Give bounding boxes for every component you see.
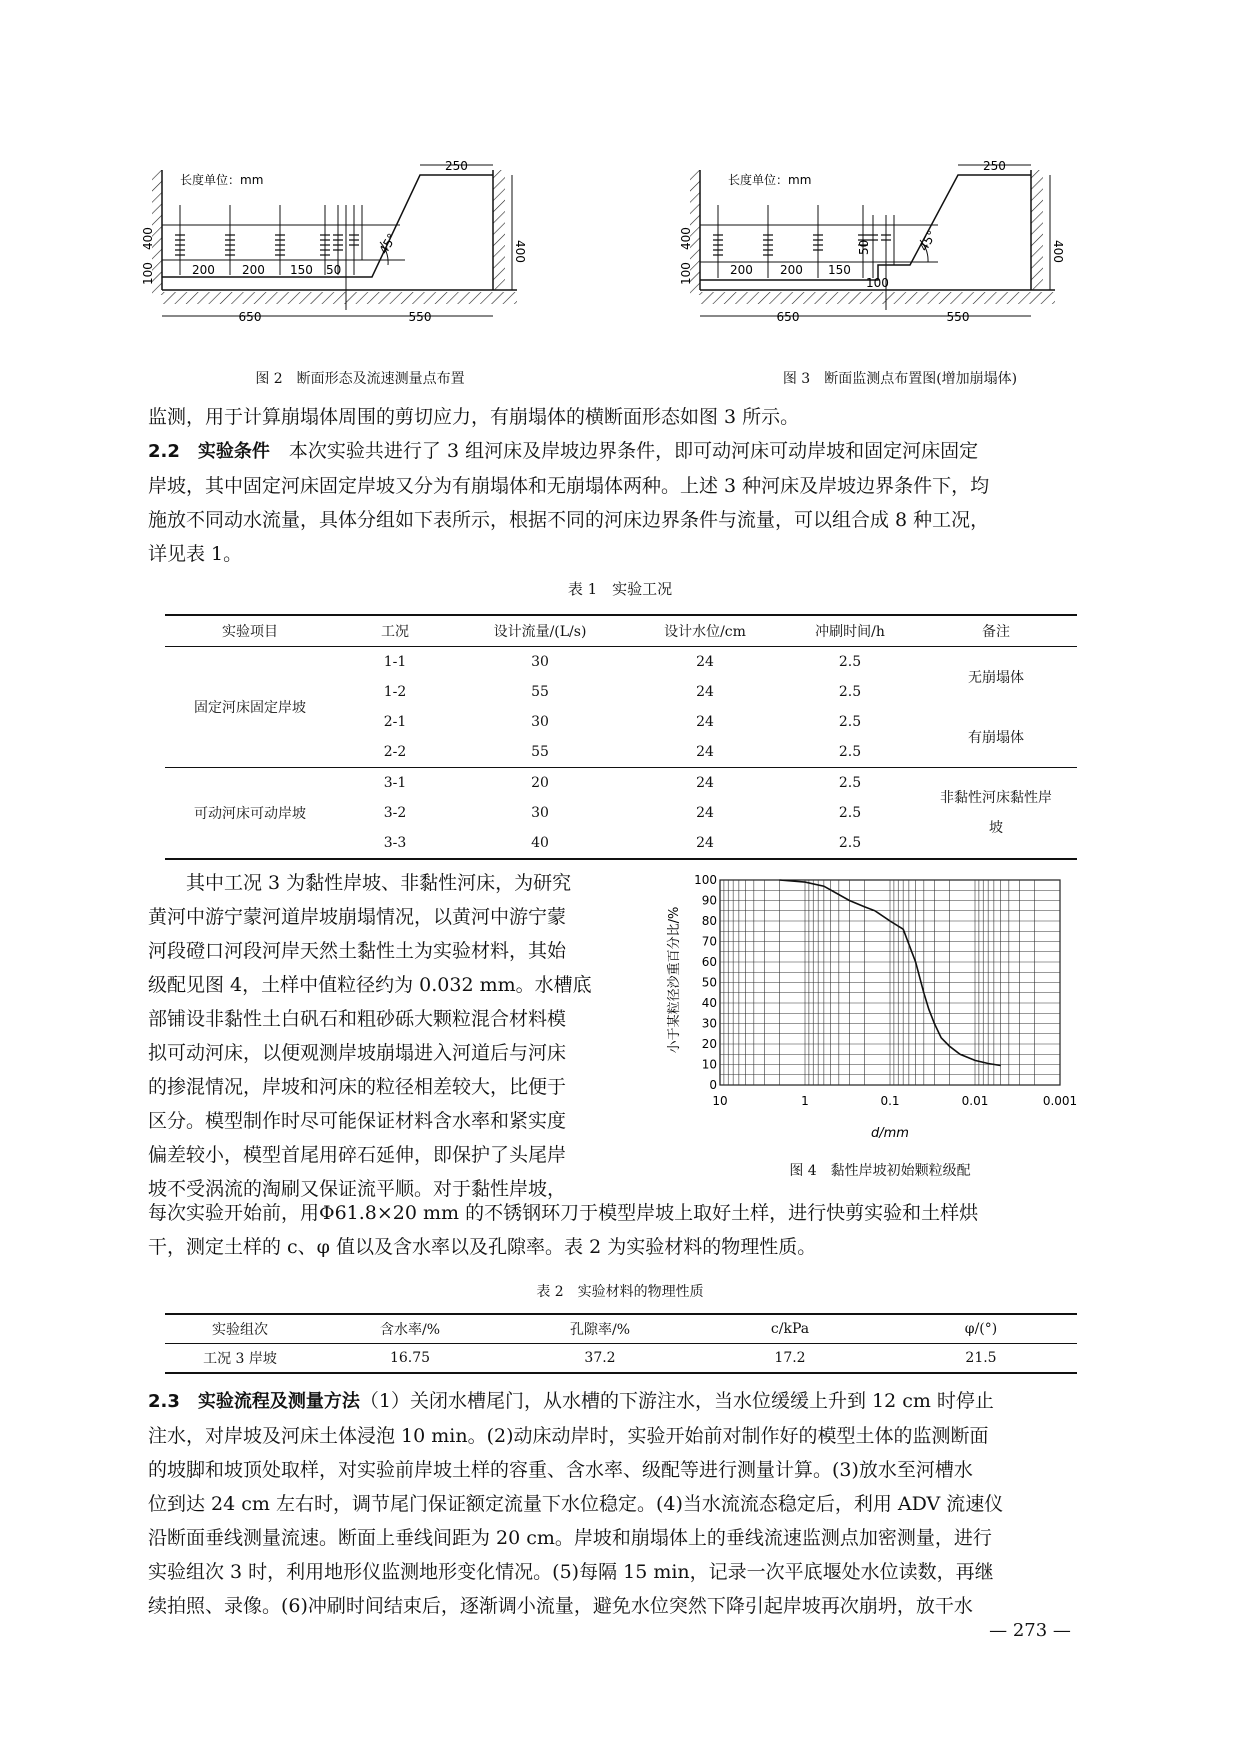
unit-label: 长度单位：mm bbox=[728, 173, 812, 187]
figure-3-diagram bbox=[679, 159, 1108, 360]
paragraph-line: 黄河中游宁蒙河道岸坡崩塌情况，以黄河中游宁蒙 bbox=[148, 906, 567, 928]
cell: 21.5 bbox=[885, 1344, 1077, 1374]
group-cell: 可动河床可动岸坡 bbox=[165, 768, 335, 860]
chart-y-tick-label: 40 bbox=[701, 996, 717, 1010]
dim-s5: 100 bbox=[866, 276, 889, 290]
col-header: 工况 bbox=[335, 615, 455, 647]
dim-top: 250 bbox=[983, 159, 1006, 173]
cell: 24 bbox=[625, 737, 785, 768]
bed-hatch bbox=[162, 292, 517, 304]
note-cell: 无崩塌体 bbox=[968, 670, 1024, 686]
dim-top: 250 bbox=[445, 159, 468, 173]
cell: 2.5 bbox=[838, 805, 862, 821]
chart-y-tick-label: 0 bbox=[709, 1078, 717, 1092]
cell: 30 bbox=[531, 654, 549, 670]
right-wall-hatch bbox=[493, 170, 505, 290]
cell: 24 bbox=[696, 775, 714, 791]
col-header: 备注 bbox=[915, 615, 1077, 647]
paragraph-line: 其中工况 3 为黏性岸坡、非黏性河床，为研究 bbox=[186, 872, 572, 894]
chart-y-label: 小于某粒径沙重百分比/% bbox=[667, 906, 682, 1054]
chart-y-tick-label: 50 bbox=[701, 975, 717, 990]
paragraph-line: 拟可动河床，以便观测岸坡崩塌进入河道后与河床 bbox=[148, 1042, 567, 1064]
paragraph-sampling bbox=[148, 1196, 1098, 1264]
section-2-2-line: 岸坡，其中固定河床固定岸坡又分为有崩塌体和无崩塌体两种。上述 3 种河床及岸坡边界条件下，均 bbox=[148, 475, 990, 497]
angle-label: 45° bbox=[376, 231, 400, 257]
figure-2-caption: 图 2 断面形态及流速测量点布置 bbox=[255, 371, 465, 387]
table-header-row bbox=[165, 615, 1077, 647]
dim-b2: 550 bbox=[946, 310, 970, 324]
cell: 2.5 bbox=[838, 654, 862, 670]
col-header: 冲刷时间/h bbox=[785, 615, 915, 647]
chart-x-tick-label: 10 bbox=[712, 1094, 728, 1108]
dim-right: 400 bbox=[1051, 240, 1065, 263]
dim-b2: 550 bbox=[408, 310, 432, 324]
note-line: 非黏性河床黏性岸 bbox=[940, 790, 1052, 806]
section-2-2-heading: 2.2 实验条件 bbox=[148, 441, 270, 462]
cell: 1-2 bbox=[383, 684, 407, 700]
figure-2-diagram bbox=[141, 159, 570, 360]
cell: 24 bbox=[696, 714, 714, 730]
dim-s2: 200 bbox=[242, 263, 265, 277]
cell: 24 bbox=[696, 684, 714, 700]
section-2-2-line: 详见表 1。 bbox=[148, 543, 243, 565]
paragraph-line: 部铺设非黏性土白矾石和粗砂砾大颗粒混合材料模 bbox=[148, 1008, 567, 1030]
unit-label: 长度单位：mm bbox=[180, 173, 264, 187]
paragraph-line: 每次实验开始前，用Φ61.8×20 mm 的不锈钢环刀于模型岸坡上取好土样，进行快剪实验和土样烘 bbox=[148, 1202, 979, 1224]
page-number: — 273 — bbox=[989, 1620, 1071, 1641]
col-header: 设计流量/(L/s) bbox=[455, 615, 625, 647]
chart-x-label: d/mm bbox=[871, 1126, 909, 1141]
section-2-3-line: 位到达 24 cm 左右时，调节尾门保证额定流量下水位稳定。(4)当水流流态稳定后，利用 ADV 流速仪 bbox=[148, 1493, 1004, 1515]
section-2-3-line: 续拍照、录像。(6)冲刷时间结束后，逐渐调小流量，避免水位突然下降引起岸坡再次崩坍，放干水 bbox=[148, 1595, 973, 1617]
group-cell: 固定河床固定岸坡 bbox=[165, 647, 335, 768]
table-row bbox=[165, 768, 1077, 799]
paragraph-line: 干，测定土样的 c、φ 值以及含水率以及孔隙率。表 2 为实验材料的物理性质。 bbox=[148, 1236, 817, 1258]
chart-y-tick-label: 10 bbox=[701, 1057, 717, 1072]
table-2 bbox=[165, 1313, 1077, 1374]
cell: 2.5 bbox=[785, 828, 915, 859]
chart-x-tick-label: 0.01 bbox=[961, 1094, 989, 1108]
table-row bbox=[165, 647, 1077, 678]
dim-s1: 200 bbox=[192, 263, 215, 277]
cell: 2-1 bbox=[383, 714, 407, 730]
dim-s1: 200 bbox=[730, 263, 753, 277]
dim-400: 400 bbox=[679, 227, 693, 250]
chart-y-tick-label: 80 bbox=[701, 914, 717, 928]
col-header: 孔隙率/% bbox=[505, 1314, 695, 1344]
section-2-3-line: 注水，对岸坡及河床土体浸泡 10 min。(2)动床动岸时，实验开始前对制作好的模型土体的监测断面 bbox=[148, 1425, 989, 1447]
dim-b1: 650 bbox=[776, 310, 800, 324]
chart-x-tick-label: 0.001 bbox=[1042, 1094, 1078, 1108]
chart-y-tick-label: 30 bbox=[701, 1016, 717, 1031]
cell: 55 bbox=[531, 684, 549, 700]
chart-y-tick-label: 20 bbox=[701, 1037, 717, 1051]
section-2-3-line-0 bbox=[148, 1384, 1098, 1419]
col-header: 设计水位/cm bbox=[625, 615, 785, 647]
dim-100: 100 bbox=[679, 262, 693, 285]
cell: 2.5 bbox=[838, 775, 862, 791]
section-2-3-line: 的坡脚和坡顶处取样，对实验前岸坡土样的容重、含水率、级配等进行测量计算。(3)放水至河槽水 bbox=[148, 1459, 973, 1481]
col-header: 实验项目 bbox=[165, 615, 335, 647]
paragraph-line: 坡不受涡流的淘刷又保证流平顺。对于黏性岸坡， bbox=[148, 1178, 567, 1200]
dim-s3: 150 bbox=[828, 263, 851, 277]
section-2-3-line: 沿断面垂线测量流速。断面上垂线间距为 20 cm。岸坡和崩塌体上的垂线流速监测点加密测量，进行 bbox=[148, 1527, 992, 1549]
col-header: 实验组次 bbox=[165, 1314, 315, 1344]
section-text: （1）关闭水槽尾门，从水槽的下游注水，当水位缓缓上升到 12 cm 时停止 bbox=[359, 1390, 994, 1412]
cell: 1-1 bbox=[383, 654, 407, 670]
section-2-3 bbox=[148, 1384, 1098, 1623]
cell: 37.2 bbox=[505, 1344, 695, 1374]
cell: 3-2 bbox=[383, 805, 407, 821]
figure-3-caption: 图 3 断面监测点布置图(增加崩塌体) bbox=[782, 371, 1018, 387]
table-1-title: 表 1 实验工况 bbox=[567, 580, 673, 598]
cell: 2-2 bbox=[335, 737, 455, 768]
dim-right: 400 bbox=[513, 240, 527, 263]
table-1 bbox=[165, 614, 1077, 860]
chart-y-tick-label: 90 bbox=[701, 893, 717, 908]
figure-4-chart bbox=[660, 870, 1100, 1150]
col-header: c/kPa bbox=[695, 1314, 885, 1344]
chart-y-tick-label: 100 bbox=[694, 873, 717, 887]
paragraph-line: 的掺混情况，岸坡和河床的粒径相差较大，比便于 bbox=[148, 1076, 567, 1098]
table-2-title: 表 2 实验材料的物理性质 bbox=[536, 1284, 704, 1300]
cell: 2.5 bbox=[785, 737, 915, 768]
chart-y-tick-label: 60 bbox=[701, 955, 717, 969]
col-header: φ/(°) bbox=[885, 1314, 1077, 1344]
dim-s3: 150 bbox=[290, 263, 313, 277]
section-2-2-line-0 bbox=[148, 434, 1098, 469]
note-cell bbox=[915, 768, 1077, 860]
dim-100: 100 bbox=[141, 262, 155, 285]
cell: 20 bbox=[531, 775, 549, 791]
cell: 16.75 bbox=[315, 1344, 505, 1374]
section-2-2-line: 施放不同动水流量，具体分组如下表所示，根据不同的河床边界条件与流量，可以组合成 8 种工况， bbox=[148, 509, 990, 531]
cell: 2.5 bbox=[838, 714, 862, 730]
angle-label: 45° bbox=[916, 228, 940, 254]
cell: 17.2 bbox=[695, 1344, 885, 1374]
cell: 24 bbox=[696, 654, 714, 670]
note-line: 坡 bbox=[989, 820, 1003, 836]
bank-slope bbox=[162, 175, 493, 277]
dim-400: 400 bbox=[141, 227, 155, 250]
cell: 3-3 bbox=[335, 828, 455, 859]
col-header: 含水率/% bbox=[315, 1314, 505, 1344]
table-row bbox=[165, 1344, 1077, 1374]
figure-4-caption: 图 4 黏性岸坡初始颗粒级配 bbox=[789, 1163, 971, 1179]
chart-x-tick-label: 1 bbox=[801, 1094, 809, 1108]
cell: 40 bbox=[455, 828, 625, 859]
dim-s4: 50 bbox=[326, 263, 342, 277]
table-header-row bbox=[165, 1314, 1077, 1344]
dim-s4: 50 bbox=[857, 239, 871, 255]
cell: 55 bbox=[455, 737, 625, 768]
paragraph-line: 偏差较小，模型首尾用碎石延伸，即保护了头尾岸 bbox=[148, 1144, 567, 1166]
paragraph-intro bbox=[148, 400, 1098, 571]
chart-y-tick-label: 70 bbox=[701, 934, 717, 949]
section-2-3-heading: 2.3 实验流程及测量方法 bbox=[148, 1391, 360, 1412]
cell: 工况 3 岸坡 bbox=[165, 1344, 315, 1374]
cell: 24 bbox=[625, 828, 785, 859]
note-cell: 有崩塌体 bbox=[915, 707, 1077, 768]
chart-x-tick-label: 0.1 bbox=[880, 1094, 900, 1108]
cell: 30 bbox=[531, 805, 549, 821]
paragraph-line: 监测，用于计算崩塌体周围的剪切应力，有崩塌体的横断面形态如图 3 所示。 bbox=[148, 406, 800, 428]
paragraph-line: 区分。模型制作时尽可能保证材料含水率和紧实度 bbox=[148, 1110, 567, 1132]
paragraph-line: 河段磴口河段河岸天然土黏性土为实验材料，其始 bbox=[148, 940, 567, 962]
section-2-3-line: 实验组次 3 时，利用地形仪监测地形变化情况。(5)每隔 15 min，记录一次平底堰处水位读数，再继 bbox=[148, 1561, 994, 1583]
cell: 2.5 bbox=[838, 684, 862, 700]
cell: 30 bbox=[531, 714, 549, 730]
dim-b1: 650 bbox=[238, 310, 262, 324]
section-text: 本次实验共进行了 3 组河床及岸坡边界条件，即可动河床可动岸坡和固定河床固定 bbox=[288, 440, 979, 462]
cell: 3-1 bbox=[383, 775, 407, 791]
paragraph-line: 级配见图 4，土样中值粒径约为 0.032 mm。水槽底 bbox=[148, 974, 592, 996]
cell: 24 bbox=[696, 805, 714, 821]
paragraph-material bbox=[148, 866, 648, 1206]
dim-s2: 200 bbox=[780, 263, 803, 277]
